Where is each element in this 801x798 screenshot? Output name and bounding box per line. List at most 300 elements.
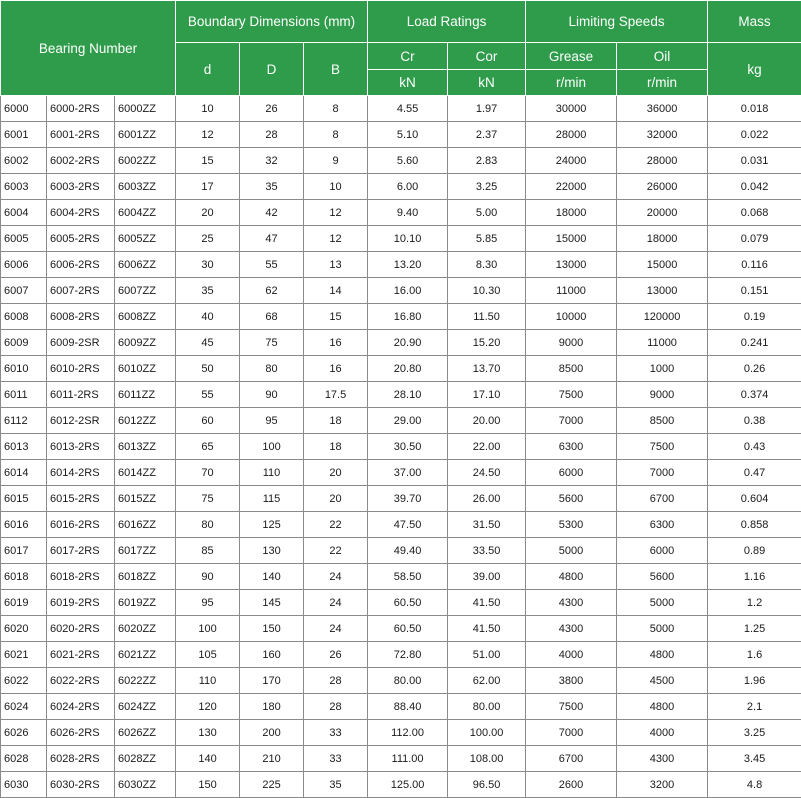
cell-mass: 0.47 — [708, 460, 801, 486]
cell-D: 200 — [240, 720, 304, 746]
cell-bearing-2rs: 6004-2RS — [47, 200, 115, 226]
cell-d: 90 — [176, 564, 240, 590]
cell-cor: 15.20 — [448, 330, 526, 356]
header-grease-unit: r/min — [526, 70, 617, 96]
cell-grease: 4000 — [526, 642, 617, 668]
cell-d: 85 — [176, 538, 240, 564]
cell-cor: 96.50 — [448, 772, 526, 798]
cell-mass: 0.151 — [708, 278, 801, 304]
cell-D: 55 — [240, 252, 304, 278]
cell-oil: 9000 — [617, 382, 708, 408]
cell-B: 10 — [304, 174, 368, 200]
cell-oil: 32000 — [617, 122, 708, 148]
cell-bearing-2rs: 6009-2SR — [47, 330, 115, 356]
cell-bearing-zz: 6028ZZ — [115, 746, 176, 772]
cell-cr: 16.00 — [368, 278, 448, 304]
cell-bearing-2rs: 6006-2RS — [47, 252, 115, 278]
cell-bearing-2rs: 6000-2RS — [47, 96, 115, 122]
cell-D: 28 — [240, 122, 304, 148]
table-row — [1, 252, 801, 278]
cell-cr: 16.80 — [368, 304, 448, 330]
cell-D: 95 — [240, 408, 304, 434]
table-row — [1, 694, 801, 720]
cell-mass: 0.116 — [708, 252, 801, 278]
cell-bearing-2rs: 6012-2SR — [47, 408, 115, 434]
cell-B: 17.5 — [304, 382, 368, 408]
cell-mass: 0.38 — [708, 408, 801, 434]
cell-bearing-open: 6015 — [1, 486, 47, 512]
table-row — [1, 382, 801, 408]
cell-cor: 51.00 — [448, 642, 526, 668]
cell-bearing-open: 6017 — [1, 538, 47, 564]
cell-bearing-open: 6005 — [1, 226, 47, 252]
table-row — [1, 720, 801, 746]
cell-grease: 7500 — [526, 694, 617, 720]
table-row — [1, 200, 801, 226]
cell-grease: 6700 — [526, 746, 617, 772]
cell-oil: 4800 — [617, 642, 708, 668]
cell-D: 110 — [240, 460, 304, 486]
table-row — [1, 590, 801, 616]
cell-B: 24 — [304, 616, 368, 642]
cell-cr: 60.50 — [368, 616, 448, 642]
cell-B: 16 — [304, 330, 368, 356]
cell-d: 110 — [176, 668, 240, 694]
cell-oil: 5000 — [617, 590, 708, 616]
cell-cr: 28.10 — [368, 382, 448, 408]
cell-bearing-2rs: 6022-2RS — [47, 668, 115, 694]
cell-B: 24 — [304, 590, 368, 616]
cell-B: 35 — [304, 772, 368, 798]
cell-bearing-zz: 6001ZZ — [115, 122, 176, 148]
table-row — [1, 512, 801, 538]
header-cor-unit: kN — [448, 70, 526, 96]
cell-D: 145 — [240, 590, 304, 616]
cell-cr: 112.00 — [368, 720, 448, 746]
header-cr: Cr — [368, 43, 448, 70]
cell-D: 180 — [240, 694, 304, 720]
cell-oil: 13000 — [617, 278, 708, 304]
cell-mass: 0.858 — [708, 512, 801, 538]
table-row — [1, 460, 801, 486]
table-row — [1, 174, 801, 200]
cell-bearing-2rs: 6015-2RS — [47, 486, 115, 512]
cell-cr: 60.50 — [368, 590, 448, 616]
cell-bearing-zz: 6011ZZ — [115, 382, 176, 408]
cell-cor: 5.00 — [448, 200, 526, 226]
cell-bearing-zz: 6005ZZ — [115, 226, 176, 252]
cell-grease: 5300 — [526, 512, 617, 538]
cell-bearing-zz: 6002ZZ — [115, 148, 176, 174]
cell-B: 15 — [304, 304, 368, 330]
cell-bearing-zz: 6000ZZ — [115, 96, 176, 122]
cell-bearing-2rs: 6003-2RS — [47, 174, 115, 200]
cell-bearing-2rs: 6005-2RS — [47, 226, 115, 252]
table-row — [1, 330, 801, 356]
cell-oil: 4500 — [617, 668, 708, 694]
cell-bearing-2rs: 6019-2RS — [47, 590, 115, 616]
cell-cor: 62.00 — [448, 668, 526, 694]
cell-cr: 9.40 — [368, 200, 448, 226]
cell-bearing-2rs: 6010-2RS — [47, 356, 115, 382]
cell-cor: 5.85 — [448, 226, 526, 252]
table-row — [1, 148, 801, 174]
cell-cr: 88.40 — [368, 694, 448, 720]
cell-oil: 6700 — [617, 486, 708, 512]
cell-grease: 4800 — [526, 564, 617, 590]
cell-cr: 5.10 — [368, 122, 448, 148]
cell-bearing-zz: 6021ZZ — [115, 642, 176, 668]
cell-mass: 0.43 — [708, 434, 801, 460]
cell-cor: 1.97 — [448, 96, 526, 122]
cell-grease: 4300 — [526, 590, 617, 616]
cell-bearing-open: 6001 — [1, 122, 47, 148]
cell-B: 18 — [304, 408, 368, 434]
header-limiting-speeds: Limiting Speeds — [526, 1, 708, 43]
cell-grease: 4300 — [526, 616, 617, 642]
cell-d: 105 — [176, 642, 240, 668]
table-row — [1, 434, 801, 460]
table-row — [1, 486, 801, 512]
table-row — [1, 642, 801, 668]
header-load-ratings: Load Ratings — [368, 1, 526, 43]
cell-d: 35 — [176, 278, 240, 304]
cell-bearing-zz: 6004ZZ — [115, 200, 176, 226]
cell-cor: 8.30 — [448, 252, 526, 278]
cell-cor: 108.00 — [448, 746, 526, 772]
cell-D: 160 — [240, 642, 304, 668]
cell-bearing-open: 6112 — [1, 408, 47, 434]
cell-cor: 33.50 — [448, 538, 526, 564]
cell-bearing-open: 6028 — [1, 746, 47, 772]
cell-bearing-open: 6016 — [1, 512, 47, 538]
cell-cr: 47.50 — [368, 512, 448, 538]
cell-B: 18 — [304, 434, 368, 460]
cell-bearing-2rs: 6026-2RS — [47, 720, 115, 746]
cell-mass: 0.022 — [708, 122, 801, 148]
cell-cr: 4.55 — [368, 96, 448, 122]
cell-B: 20 — [304, 460, 368, 486]
table-row — [1, 538, 801, 564]
cell-cr: 39.70 — [368, 486, 448, 512]
cell-mass: 1.6 — [708, 642, 801, 668]
cell-cr: 13.20 — [368, 252, 448, 278]
cell-B: 28 — [304, 668, 368, 694]
cell-grease: 7000 — [526, 408, 617, 434]
cell-d: 15 — [176, 148, 240, 174]
cell-bearing-open: 6009 — [1, 330, 47, 356]
cell-grease: 3800 — [526, 668, 617, 694]
cell-oil: 4800 — [617, 694, 708, 720]
cell-d: 25 — [176, 226, 240, 252]
cell-bearing-zz: 6030ZZ — [115, 772, 176, 798]
cell-bearing-2rs: 6001-2RS — [47, 122, 115, 148]
cell-mass: 0.042 — [708, 174, 801, 200]
header-D: D — [240, 43, 304, 96]
cell-d: 17 — [176, 174, 240, 200]
cell-oil: 120000 — [617, 304, 708, 330]
cell-grease: 30000 — [526, 96, 617, 122]
header-oil: Oil — [617, 43, 708, 70]
cell-oil: 18000 — [617, 226, 708, 252]
cell-bearing-open: 6010 — [1, 356, 47, 382]
table-body — [1, 96, 801, 798]
cell-cor: 26.00 — [448, 486, 526, 512]
cell-B: 14 — [304, 278, 368, 304]
cell-bearing-open: 6026 — [1, 720, 47, 746]
cell-oil: 4000 — [617, 720, 708, 746]
cell-bearing-open: 6011 — [1, 382, 47, 408]
header-oil-unit: r/min — [617, 70, 708, 96]
cell-bearing-2rs: 6028-2RS — [47, 746, 115, 772]
cell-B: 22 — [304, 512, 368, 538]
cell-cor: 17.10 — [448, 382, 526, 408]
cell-oil: 5000 — [617, 616, 708, 642]
cell-grease: 9000 — [526, 330, 617, 356]
cell-grease: 5000 — [526, 538, 617, 564]
cell-bearing-open: 6030 — [1, 772, 47, 798]
cell-d: 12 — [176, 122, 240, 148]
cell-cr: 125.00 — [368, 772, 448, 798]
cell-bearing-2rs: 6008-2RS — [47, 304, 115, 330]
table-row — [1, 96, 801, 122]
cell-d: 55 — [176, 382, 240, 408]
cell-bearing-zz: 6009ZZ — [115, 330, 176, 356]
cell-cor: 41.50 — [448, 616, 526, 642]
cell-B: 13 — [304, 252, 368, 278]
cell-B: 8 — [304, 96, 368, 122]
cell-cr: 30.50 — [368, 434, 448, 460]
cell-D: 130 — [240, 538, 304, 564]
cell-cr: 72.80 — [368, 642, 448, 668]
cell-D: 80 — [240, 356, 304, 382]
cell-B: 8 — [304, 122, 368, 148]
cell-bearing-2rs: 6007-2RS — [47, 278, 115, 304]
cell-grease: 15000 — [526, 226, 617, 252]
cell-bearing-open: 6002 — [1, 148, 47, 174]
table-row — [1, 668, 801, 694]
cell-mass: 0.374 — [708, 382, 801, 408]
cell-oil: 8500 — [617, 408, 708, 434]
cell-oil: 3200 — [617, 772, 708, 798]
cell-grease: 10000 — [526, 304, 617, 330]
cell-bearing-zz: 6008ZZ — [115, 304, 176, 330]
cell-mass: 0.604 — [708, 486, 801, 512]
cell-oil: 5600 — [617, 564, 708, 590]
cell-cor: 31.50 — [448, 512, 526, 538]
cell-bearing-open: 6006 — [1, 252, 47, 278]
cell-bearing-2rs: 6024-2RS — [47, 694, 115, 720]
cell-D: 150 — [240, 616, 304, 642]
cell-grease: 18000 — [526, 200, 617, 226]
cell-cor: 22.00 — [448, 434, 526, 460]
cell-grease: 22000 — [526, 174, 617, 200]
cell-bearing-open: 6008 — [1, 304, 47, 330]
cell-D: 115 — [240, 486, 304, 512]
cell-D: 62 — [240, 278, 304, 304]
cell-d: 40 — [176, 304, 240, 330]
table-row — [1, 122, 801, 148]
cell-d: 70 — [176, 460, 240, 486]
cell-bearing-open: 6014 — [1, 460, 47, 486]
header-d: d — [176, 43, 240, 96]
cell-bearing-zz: 6016ZZ — [115, 512, 176, 538]
cell-mass: 1.25 — [708, 616, 801, 642]
cell-bearing-zz: 6003ZZ — [115, 174, 176, 200]
cell-cor: 2.83 — [448, 148, 526, 174]
cell-cr: 58.50 — [368, 564, 448, 590]
cell-mass: 1.96 — [708, 668, 801, 694]
cell-bearing-2rs: 6011-2RS — [47, 382, 115, 408]
cell-bearing-2rs: 6018-2RS — [47, 564, 115, 590]
cell-cr: 20.90 — [368, 330, 448, 356]
cell-mass: 0.89 — [708, 538, 801, 564]
header-cr-unit: kN — [368, 70, 448, 96]
cell-bearing-open: 6013 — [1, 434, 47, 460]
header-bearing-number: Bearing Number — [1, 1, 176, 96]
cell-cor: 20.00 — [448, 408, 526, 434]
cell-oil: 15000 — [617, 252, 708, 278]
cell-cor: 3.25 — [448, 174, 526, 200]
cell-B: 26 — [304, 642, 368, 668]
cell-d: 100 — [176, 616, 240, 642]
cell-bearing-zz: 6014ZZ — [115, 460, 176, 486]
header-boundary-dimensions: Boundary Dimensions (mm) — [176, 1, 368, 43]
cell-cr: 111.00 — [368, 746, 448, 772]
cell-oil: 26000 — [617, 174, 708, 200]
cell-grease: 11000 — [526, 278, 617, 304]
cell-D: 26 — [240, 96, 304, 122]
table-row — [1, 304, 801, 330]
cell-bearing-open: 6024 — [1, 694, 47, 720]
cell-D: 210 — [240, 746, 304, 772]
cell-D: 125 — [240, 512, 304, 538]
cell-oil: 20000 — [617, 200, 708, 226]
header-cor: Cor — [448, 43, 526, 70]
cell-bearing-2rs: 6020-2RS — [47, 616, 115, 642]
cell-bearing-2rs: 6017-2RS — [47, 538, 115, 564]
cell-d: 30 — [176, 252, 240, 278]
cell-mass: 0.018 — [708, 96, 801, 122]
cell-bearing-2rs: 6013-2RS — [47, 434, 115, 460]
cell-d: 130 — [176, 720, 240, 746]
cell-oil: 6000 — [617, 538, 708, 564]
table-row — [1, 564, 801, 590]
cell-B: 20 — [304, 486, 368, 512]
cell-cor: 80.00 — [448, 694, 526, 720]
table-row — [1, 278, 801, 304]
cell-bearing-zz: 6026ZZ — [115, 720, 176, 746]
cell-B: 24 — [304, 564, 368, 590]
cell-grease: 28000 — [526, 122, 617, 148]
cell-bearing-open: 6021 — [1, 642, 47, 668]
cell-oil: 6300 — [617, 512, 708, 538]
cell-B: 9 — [304, 148, 368, 174]
cell-D: 75 — [240, 330, 304, 356]
cell-bearing-zz: 6007ZZ — [115, 278, 176, 304]
cell-mass: 4.8 — [708, 772, 801, 798]
cell-mass: 0.19 — [708, 304, 801, 330]
cell-d: 75 — [176, 486, 240, 512]
cell-oil: 1000 — [617, 356, 708, 382]
table-row — [1, 408, 801, 434]
cell-bearing-zz: 6010ZZ — [115, 356, 176, 382]
header-mass: Mass — [708, 1, 801, 43]
cell-cr: 80.00 — [368, 668, 448, 694]
cell-cor: 2.37 — [448, 122, 526, 148]
cell-d: 65 — [176, 434, 240, 460]
cell-cr: 29.00 — [368, 408, 448, 434]
cell-D: 140 — [240, 564, 304, 590]
cell-mass: 0.241 — [708, 330, 801, 356]
cell-grease: 24000 — [526, 148, 617, 174]
cell-cr: 49.40 — [368, 538, 448, 564]
cell-mass: 1.2 — [708, 590, 801, 616]
cell-cr: 5.60 — [368, 148, 448, 174]
cell-cr: 37.00 — [368, 460, 448, 486]
cell-B: 22 — [304, 538, 368, 564]
cell-d: 140 — [176, 746, 240, 772]
cell-bearing-zz: 6019ZZ — [115, 590, 176, 616]
cell-grease: 5600 — [526, 486, 617, 512]
cell-cor: 100.00 — [448, 720, 526, 746]
cell-D: 68 — [240, 304, 304, 330]
cell-D: 35 — [240, 174, 304, 200]
cell-bearing-open: 6004 — [1, 200, 47, 226]
cell-B: 28 — [304, 694, 368, 720]
cell-bearing-open: 6019 — [1, 590, 47, 616]
cell-mass: 0.068 — [708, 200, 801, 226]
cell-bearing-open: 6007 — [1, 278, 47, 304]
cell-mass: 3.45 — [708, 746, 801, 772]
cell-bearing-zz: 6020ZZ — [115, 616, 176, 642]
cell-oil: 7000 — [617, 460, 708, 486]
cell-B: 12 — [304, 226, 368, 252]
cell-grease: 6000 — [526, 460, 617, 486]
cell-B: 12 — [304, 200, 368, 226]
cell-B: 16 — [304, 356, 368, 382]
cell-D: 225 — [240, 772, 304, 798]
cell-mass: 3.25 — [708, 720, 801, 746]
cell-bearing-2rs: 6030-2RS — [47, 772, 115, 798]
cell-mass: 1.16 — [708, 564, 801, 590]
cell-cr: 10.10 — [368, 226, 448, 252]
cell-cor: 10.30 — [448, 278, 526, 304]
cell-oil: 28000 — [617, 148, 708, 174]
cell-B: 33 — [304, 746, 368, 772]
cell-grease: 6300 — [526, 434, 617, 460]
cell-d: 120 — [176, 694, 240, 720]
table-row — [1, 772, 801, 798]
cell-d: 95 — [176, 590, 240, 616]
cell-cor: 24.50 — [448, 460, 526, 486]
cell-cor: 39.00 — [448, 564, 526, 590]
cell-bearing-zz: 6018ZZ — [115, 564, 176, 590]
table-header — [1, 1, 801, 96]
table-row — [1, 226, 801, 252]
cell-bearing-open: 6000 — [1, 96, 47, 122]
cell-D: 47 — [240, 226, 304, 252]
header-B: B — [304, 43, 368, 96]
cell-bearing-zz: 6024ZZ — [115, 694, 176, 720]
cell-B: 33 — [304, 720, 368, 746]
cell-mass: 0.031 — [708, 148, 801, 174]
cell-grease: 7500 — [526, 382, 617, 408]
cell-oil: 11000 — [617, 330, 708, 356]
cell-d: 50 — [176, 356, 240, 382]
cell-bearing-zz: 6006ZZ — [115, 252, 176, 278]
cell-D: 100 — [240, 434, 304, 460]
